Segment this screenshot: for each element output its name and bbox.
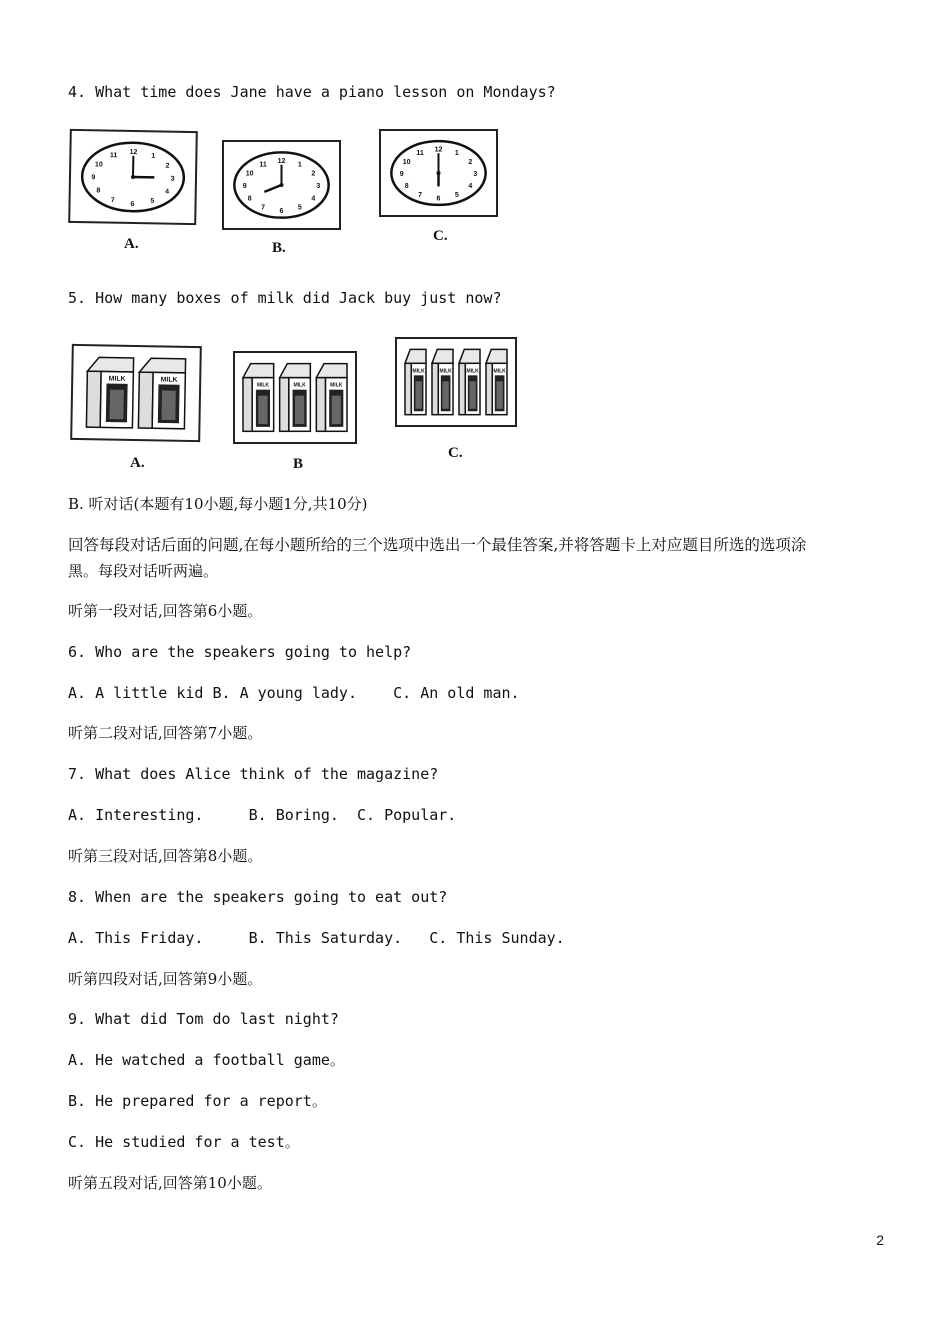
- clock-numeral: 8: [247, 195, 252, 203]
- page-number: 2: [876, 1232, 884, 1248]
- carton-text: MILK: [412, 368, 425, 375]
- carton-text: MILK: [108, 375, 126, 383]
- option-b-clock-picture[interactable]: [222, 140, 341, 230]
- carton-label-inner: [416, 381, 422, 408]
- clock-numeral: 11: [416, 149, 424, 157]
- carton-text: MILK: [466, 368, 479, 375]
- milk-carton: [486, 349, 507, 414]
- clock-numeral: 5: [150, 197, 155, 205]
- clock-numeral: 8: [96, 187, 101, 195]
- option-b-milk-picture[interactable]: [233, 351, 357, 444]
- carton-side: [486, 363, 492, 414]
- option-a-label: A.: [130, 455, 145, 471]
- carton-text: MILK: [439, 368, 452, 375]
- clock-center: [280, 183, 284, 187]
- carton-side: [138, 372, 153, 428]
- question-8-text: 8. When are the speakers going to eat out?: [68, 888, 448, 906]
- carton-top: [316, 364, 347, 378]
- clock-numeral: 9: [91, 174, 96, 182]
- option-c-label: C.: [448, 445, 463, 461]
- carton-text: MILK: [330, 382, 343, 389]
- clock-numeral: 9: [242, 183, 247, 190]
- dialog-3-intro: 听第三段对话,回答第8小题。: [68, 847, 263, 865]
- carton-text: MILK: [493, 368, 506, 375]
- clock-numeral: 1: [454, 149, 459, 157]
- clock-numeral: 9: [399, 171, 404, 178]
- question-7-options: A. Interesting. B. Boring. C. Popular.: [68, 806, 457, 824]
- question-9-text: 9. What did Tom do last night?: [68, 1010, 339, 1028]
- carton-top: [139, 358, 185, 373]
- milk-carton: [138, 358, 185, 429]
- clock-numeral: 11: [109, 152, 118, 160]
- milk-carton: [243, 364, 274, 432]
- clock-numeral: 4: [311, 195, 316, 203]
- section-b-heading: B. 听对话(本题有10小题,每小题1分,共10分): [68, 495, 368, 513]
- carton-label-inner: [295, 396, 304, 424]
- dialog-2-intro: 听第二段对话,回答第7小题。: [68, 724, 263, 742]
- clock-numeral: 10: [245, 170, 254, 178]
- clock-numeral: 4: [468, 183, 473, 191]
- carton-text: MILK: [160, 376, 178, 384]
- option-a-milk-picture[interactable]: [70, 344, 202, 442]
- section-b-instructions-2: 黑。每段对话听两遍。: [68, 562, 219, 580]
- clock-numeral: 7: [418, 192, 423, 200]
- option-b-label: B.: [272, 240, 286, 256]
- milk-carton: [432, 349, 453, 414]
- clock-numeral: 7: [110, 197, 115, 205]
- carton-top: [280, 364, 311, 378]
- clock-numeral: 6: [436, 195, 441, 203]
- clock-numeral: 5: [297, 204, 302, 212]
- question-6-text: 6. Who are the speakers going to help?: [68, 643, 412, 661]
- question-9-option-c: C. He studied for a test。: [68, 1133, 300, 1151]
- question-9-option-a: A. He watched a football game。: [68, 1051, 345, 1069]
- carton-text: MILK: [256, 382, 270, 389]
- clock-numeral: 12: [129, 148, 138, 157]
- clock-numeral: 12: [277, 158, 286, 166]
- carton-label-inner: [162, 390, 176, 420]
- clock-center: [437, 171, 441, 175]
- question-9-option-b: B. He prepared for a report。: [68, 1092, 327, 1110]
- clock-numeral: 6: [279, 207, 284, 215]
- milk-carton: [405, 349, 426, 414]
- option-a-clock-picture[interactable]: [68, 129, 198, 225]
- clock-numeral: 6: [130, 200, 135, 209]
- option-a-label: A.: [124, 236, 139, 252]
- clock-numeral: 1: [297, 161, 302, 169]
- milk-carton: [459, 349, 480, 414]
- carton-side: [432, 363, 438, 414]
- option-c-clock-picture[interactable]: [379, 129, 498, 217]
- clock-numeral: 5: [454, 192, 459, 200]
- clock-numeral: 1: [151, 152, 156, 160]
- clock-numeral: 2: [311, 170, 316, 178]
- section-b-instructions-1: 回答每段对话后面的问题,在每小题所给的三个选项中选出一个最佳答案,并将答题卡上对应题目所选的选项涂: [68, 536, 807, 554]
- option-c-milk-picture[interactable]: [395, 337, 517, 427]
- carton-label-inner: [470, 381, 476, 408]
- clock-numeral: 7: [261, 204, 266, 212]
- carton-side: [316, 378, 325, 432]
- question-4-text: 4. What time does Jane have a piano lesson on Mondays?: [68, 83, 556, 101]
- carton-top: [405, 349, 426, 363]
- carton-side: [86, 371, 101, 427]
- clock-numeral: 4: [165, 188, 170, 196]
- carton-top: [486, 349, 507, 363]
- clock-numeral: 2: [468, 158, 473, 166]
- clock-numeral: 10: [94, 161, 103, 169]
- carton-label-inner: [258, 396, 267, 424]
- carton-side: [280, 378, 289, 432]
- option-c-label: C.: [433, 228, 448, 244]
- clock-numeral: 3: [473, 171, 478, 178]
- clock-numeral: 2: [165, 162, 170, 170]
- carton-top: [432, 349, 453, 363]
- carton-side: [459, 363, 465, 414]
- carton-label-inner: [497, 381, 503, 408]
- question-5-text: 5. How many boxes of milk did Jack buy just now?: [68, 289, 502, 307]
- carton-label-inner: [332, 396, 341, 424]
- carton-side: [243, 378, 252, 432]
- milk-carton: [280, 364, 311, 432]
- question-6-options: A. A little kid B. A young lady. C. An old man.: [68, 684, 520, 702]
- dialog-5-intro: 听第五段对话,回答第10小题。: [68, 1174, 272, 1192]
- milk-carton: [316, 364, 347, 432]
- clock-numeral: 11: [259, 161, 267, 169]
- carton-label-inner: [443, 381, 449, 408]
- clock-numeral: 8: [404, 183, 409, 191]
- clock-numeral: 3: [316, 183, 321, 190]
- question-7-text: 7. What does Alice think of the magazine?: [68, 765, 439, 783]
- dialog-1-intro: 听第一段对话,回答第6小题。: [68, 602, 263, 620]
- option-b-label: B: [293, 456, 304, 472]
- clock-numeral: 10: [402, 158, 411, 166]
- question-8-options: A. This Friday. B. This Saturday. C. This Sunday.: [68, 929, 565, 947]
- carton-side: [405, 363, 411, 414]
- dialog-4-intro: 听第四段对话,回答第9小题。: [68, 970, 263, 988]
- carton-label-inner: [110, 390, 124, 420]
- carton-top: [459, 349, 480, 363]
- clock-numeral: 12: [434, 146, 443, 154]
- milk-carton: [86, 357, 133, 428]
- carton-text: MILK: [293, 382, 306, 389]
- clock-numeral: 3: [170, 175, 175, 183]
- carton-top: [87, 357, 133, 372]
- carton-top: [243, 364, 274, 378]
